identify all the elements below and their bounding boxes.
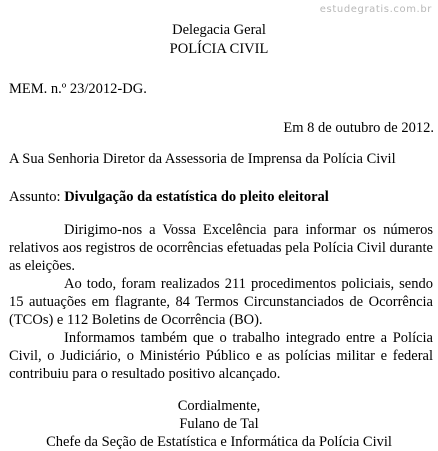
header-institution: POLÍCIA CIVIL (169, 41, 269, 57)
memo-subject (9, 188, 329, 206)
body-paragraph: Informamos também que o trabalho integrado entre a Polícia Civil, o Judiciário, o Ministério Público e as polícias militar e federal contribuiu para o resultado positivo alcançado. (9, 330, 433, 382)
signatory-title: Chefe da Seção de Estatística e Informática da Polícia Civil (46, 434, 392, 450)
subject-text: Divulgação da estatística do pleito eleitoral (64, 189, 329, 205)
subject-label: Assunto: (9, 189, 65, 205)
body-paragraph: Ao todo, foram realizados 211 procedimentos policiais, sendo 15 autuações em flagrante, 84 Termos Circunstanciados de Ocorrência (TCOs) e 112 Boletins de Ocorrência (BO). (9, 276, 433, 328)
memo-date: Em 8 de outubro de 2012. (283, 120, 434, 136)
memo-recipient: A Sua Senhoria Diretor da Assessoria de Imprensa da Polícia Civil (9, 151, 396, 167)
watermark: estudegratis.com.br (319, 4, 432, 15)
signatory-name: Fulano de Tal (179, 416, 259, 432)
header-department: Delegacia Geral (172, 22, 266, 38)
memo-number: MEM. n.º 23/2012-DG. (9, 81, 147, 97)
closing-salutation: Cordialmente, (177, 398, 261, 414)
body-paragraph: Dirigimo-nos a Vossa Excelência para informar os números relativos aos registros de ocorrências efetuadas pela Polícia Civil durante as eleições. (9, 222, 433, 274)
